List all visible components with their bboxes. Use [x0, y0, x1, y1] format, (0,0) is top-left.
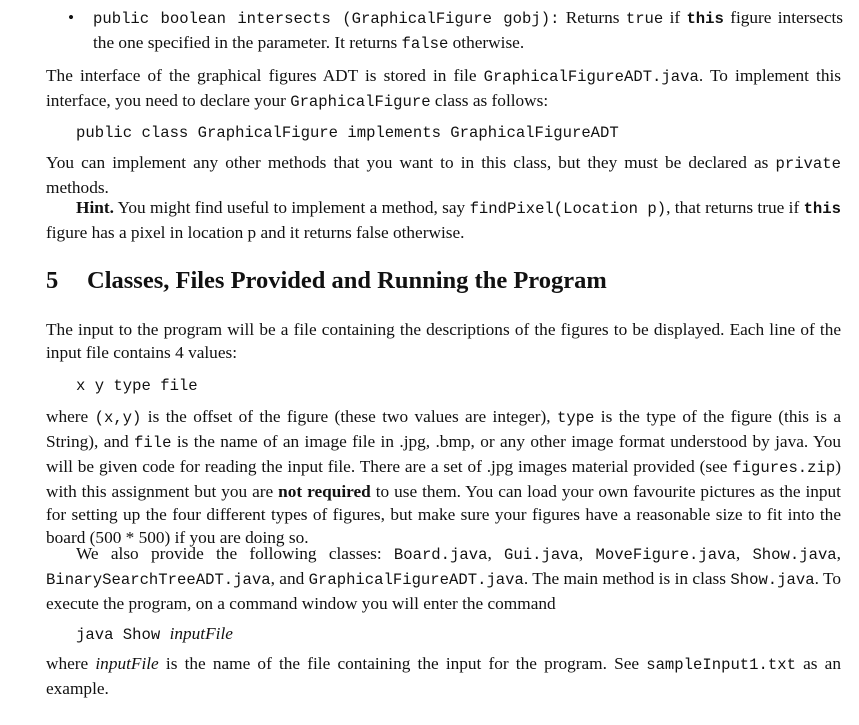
keyword-this: this [803, 200, 842, 218]
paragraph-hint [46, 196, 841, 244]
text-span: ) with this assignment but you are [46, 457, 841, 501]
code-private: private [775, 155, 841, 173]
text-span: if [663, 8, 687, 27]
separator: , and [270, 569, 309, 588]
text-span: Returns [559, 8, 626, 27]
text-span: You might find useful to implement a method, say [113, 198, 470, 217]
command-text: java Show [76, 626, 170, 644]
paragraph-interface [46, 64, 841, 114]
code-file: file [134, 434, 172, 452]
section-number: 5 [46, 267, 59, 294]
text-span: We also provide the following classes: [76, 544, 394, 563]
text-span: . To execute the program, on a command window you will enter the command [46, 569, 841, 613]
hint-label: Hint. [76, 198, 114, 217]
code-bst-adt: BinarySearchTreeADT.java [46, 571, 271, 589]
text-span: is the name of an image file in .jpg, .bmp, or any other image format understood by java. You will be given code for reading the input file. There are a set of .jpg images material provided (see [46, 432, 841, 476]
text-span: is the offset of the figure (these two values are integer), [141, 407, 557, 426]
code-zip: figures.zip [732, 459, 836, 477]
paragraph-private-methods [46, 151, 841, 199]
code-board: Board.java [393, 546, 488, 564]
code-true: true [625, 10, 664, 28]
text-span: where [46, 407, 95, 426]
text-span: is the type of the figure (this is a String), and [46, 407, 841, 451]
code-show-main: Show.java [730, 571, 815, 589]
code-xy: (x,y) [94, 409, 142, 427]
text-span: class as follows: [430, 91, 549, 110]
code-class-declaration: public class GraphicalFigure implements GraphicalFigureADT [76, 124, 619, 142]
text-span: The interface of the graphical figures ADT is stored in file [46, 66, 484, 85]
code-type: type [556, 409, 595, 427]
code-false: false [401, 35, 449, 53]
code-filename: GraphicalFigureADT.java [483, 68, 699, 86]
section-title: Classes, Files Provided and Running the Program [87, 267, 607, 294]
text-span: , that returns true if [666, 198, 804, 217]
text-span: figure intersects the one specified in the parameter. It returns [93, 8, 844, 52]
text-span: is the name of the file containing the input for the program. See [158, 654, 647, 673]
paragraph-where [46, 405, 841, 549]
text-span: You can implement any other methods that you want to in this class, but they must be declared as [46, 153, 776, 172]
code-method: findPixel(Location p) [469, 200, 667, 218]
bullet-text [93, 6, 843, 56]
separator: , [836, 544, 841, 563]
code-command [76, 622, 233, 647]
text-span: . To implement this interface, you need to declare your [46, 66, 842, 110]
paragraph-input: The input to the program will be a file containing the descriptions of the figures to be displayed. Each line of the input file contains 4 values: [46, 320, 841, 362]
method-signature: public boolean intersects (GraphicalFigure gobj): [93, 10, 560, 28]
input-file-argument: inputFile [95, 654, 159, 673]
separator: , [735, 544, 753, 563]
text-span: as an example. [46, 654, 841, 698]
text-span: figure has a pixel in location p and it returns false otherwise. [46, 223, 465, 242]
keyword-this: this [686, 10, 724, 28]
separator: , [578, 544, 596, 563]
text-span: where [46, 654, 96, 673]
code-sample-file: sampleInput1.txt [646, 656, 796, 674]
code-gui: Gui.java [504, 546, 579, 564]
code-input-format: x y type file [76, 377, 198, 395]
bullet-item-intersects [68, 6, 843, 56]
code-show: Show.java [752, 546, 837, 564]
code-classname: GraphicalFigure [290, 93, 431, 111]
paragraph-final [46, 652, 841, 700]
text-span: otherwise. [448, 33, 525, 52]
code-movefigure: MoveFigure.java [595, 546, 736, 564]
bullet-icon: • [68, 8, 75, 27]
separator: , [487, 544, 505, 563]
command-argument: inputFile [169, 624, 233, 643]
text-span: methods. [46, 178, 109, 197]
section-heading [46, 266, 607, 296]
text-span: to use them. You can load your own favourite pictures as the input for setting up the four different types of figures, but make sure your figures have a reasonable size to fit into the board (500 * 500) if you are doing so. [46, 482, 841, 547]
text-span: . The main method is in class [523, 569, 731, 588]
emphasis-not-required: not required [278, 482, 371, 501]
code-graphicalfigure-adt: GraphicalFigureADT.java [308, 571, 524, 589]
paragraph-classes [46, 542, 841, 615]
